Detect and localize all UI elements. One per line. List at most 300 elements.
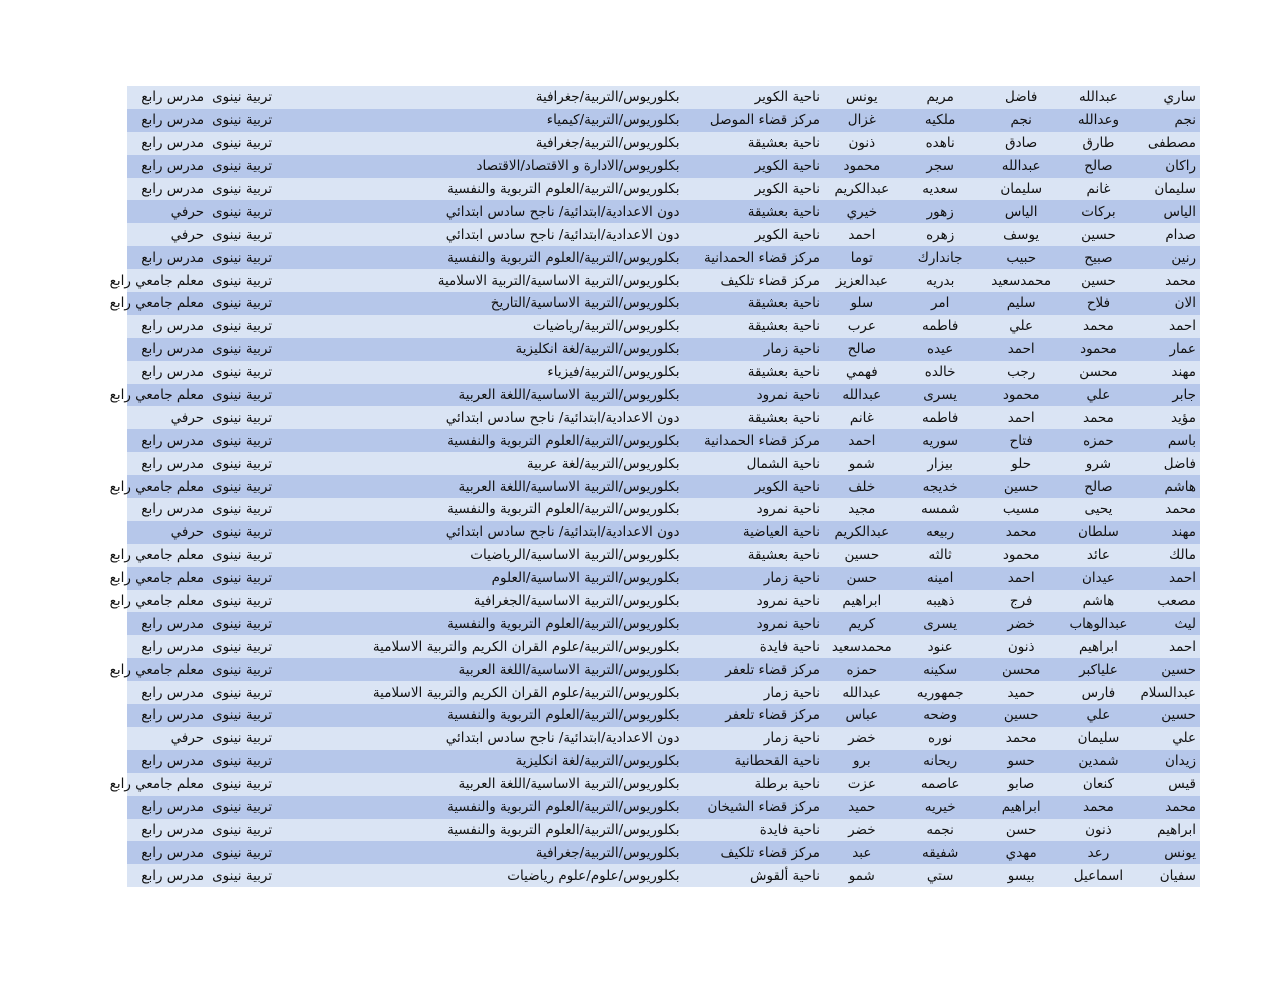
cell-first-name: مالك (1135, 544, 1200, 567)
cell-grandfather-name: نجم (981, 109, 1062, 132)
cell-grandfather-name: رجب (981, 361, 1062, 384)
cell-job-grade: حرفي (127, 406, 208, 429)
cell-location: مركز قضاء تلكيف (684, 841, 824, 864)
cell-first-name: باسم (1135, 429, 1200, 452)
table-row (127, 819, 1200, 842)
cell-mother-father-name: عزت (824, 773, 900, 796)
cell-father-name: صبيح (1062, 246, 1135, 269)
cell-directorate: تربية نينوى (208, 521, 300, 544)
cell-father-name: شمدين (1062, 750, 1135, 773)
cell-first-name: مهند (1135, 361, 1200, 384)
cell-father-name: يحيى (1062, 498, 1135, 521)
cell-father-name: عيدان (1062, 567, 1135, 590)
cell-first-name: سليمان (1135, 178, 1200, 201)
cell-qualification: بكلوريوس/التربية/العلوم التربوية والنفسية (300, 429, 684, 452)
cell-mother-name: ملكيه (900, 109, 981, 132)
cell-mother-father-name: خضر (824, 727, 900, 750)
cell-father-name: بركات (1062, 200, 1135, 223)
cell-mother-name: يسرى (900, 384, 981, 407)
cell-grandfather-name: فرج (981, 590, 1062, 613)
cell-father-name: فلاح (1062, 292, 1135, 315)
cell-grandfather-name: فاضل (981, 86, 1062, 109)
cell-mother-name: ربيعه (900, 521, 981, 544)
cell-directorate: تربية نينوى (208, 841, 300, 864)
table-row (127, 109, 1200, 132)
table-row (127, 155, 1200, 178)
cell-mother-name: عنود (900, 635, 981, 658)
cell-location: ناحية الكوير (684, 475, 824, 498)
cell-mother-father-name: يونس (824, 86, 900, 109)
cell-mother-father-name: عرب (824, 315, 900, 338)
cell-mother-father-name: مجيد (824, 498, 900, 521)
cell-qualification: بكلوريوس/التربية/علوم القران الكريم والتربية الاسلامية (300, 635, 684, 658)
table-row (127, 635, 1200, 658)
cell-father-name: سليمان (1062, 727, 1135, 750)
cell-directorate: تربية نينوى (208, 223, 300, 246)
cell-qualification: بكلوريوس/التربية الاساسية/التربية الاسلامية (300, 269, 684, 292)
cell-father-name: غانم (1062, 178, 1135, 201)
cell-grandfather-name: سليم (981, 292, 1062, 315)
table-row (127, 384, 1200, 407)
cell-mother-father-name: محمود (824, 155, 900, 178)
cell-qualification: بكلوريوس/التربية/فيزياء (300, 361, 684, 384)
cell-job-grade: مدرس رابع (127, 612, 208, 635)
cell-location: ناحية نمرود (684, 384, 824, 407)
cell-location: ناحية زمار (684, 338, 824, 361)
cell-qualification: بكلوريوس/التربية الاساسية/العلوم (300, 567, 684, 590)
cell-location: ناحية نمرود (684, 498, 824, 521)
cell-first-name: صدام (1135, 223, 1200, 246)
cell-location: ناحية فايدة (684, 635, 824, 658)
cell-mother-name: ذهيبه (900, 590, 981, 613)
cell-mother-name: يسرى (900, 612, 981, 635)
table-row (127, 338, 1200, 361)
cell-father-name: محمد (1062, 315, 1135, 338)
cell-directorate: تربية نينوى (208, 727, 300, 750)
cell-mother-name: امر (900, 292, 981, 315)
cell-first-name: محمد (1135, 498, 1200, 521)
cell-directorate: تربية نينوى (208, 155, 300, 178)
cell-grandfather-name: عبدالله (981, 155, 1062, 178)
cell-directorate: تربية نينوى (208, 658, 300, 681)
cell-mother-father-name: حمزه (824, 658, 900, 681)
cell-directorate: تربية نينوى (208, 132, 300, 155)
cell-first-name: محمد (1135, 796, 1200, 819)
cell-mother-father-name: عبدالكريم (824, 178, 900, 201)
table-body (109, 86, 1200, 887)
table-row (127, 269, 1200, 292)
cell-qualification: بكلوريوس/التربية/لغة انكليزية (300, 750, 684, 773)
cell-location: ناحية بعشيقة (684, 292, 824, 315)
cell-mother-father-name: شمو (824, 452, 900, 475)
table-row (127, 590, 1200, 613)
table-row (127, 246, 1200, 269)
cell-qualification: بكلوريوس/التربية/جغرافية (300, 132, 684, 155)
cell-qualification: بكلوريوس/التربية الاساسية/اللغة العربية (300, 475, 684, 498)
cell-job-grade: مدرس رابع (127, 704, 208, 727)
cell-directorate: تربية نينوى (208, 109, 300, 132)
cell-first-name: ليث (1135, 612, 1200, 635)
cell-grandfather-name: ابراهيم (981, 796, 1062, 819)
cell-father-name: حمزه (1062, 429, 1135, 452)
cell-job-grade: معلم جامعي رابع (127, 567, 208, 590)
cell-mother-name: ثالثه (900, 544, 981, 567)
cell-first-name: علي (1135, 727, 1200, 750)
cell-mother-father-name: حسين (824, 544, 900, 567)
table-row (127, 658, 1200, 681)
cell-qualification: بكلوريوس/التربية الاساسية/التاريخ (300, 292, 684, 315)
cell-job-grade: حرفي (127, 521, 208, 544)
cell-location: مركز قضاء تلكيف (684, 269, 824, 292)
table-row (127, 727, 1200, 750)
cell-mother-father-name: عبدالله (824, 681, 900, 704)
cell-job-grade: معلم جامعي رابع (127, 658, 208, 681)
cell-location: ناحية نمرود (684, 590, 824, 613)
cell-location: ناحية بعشيقة (684, 315, 824, 338)
table-row (127, 361, 1200, 384)
cell-directorate: تربية نينوى (208, 590, 300, 613)
table-row (127, 475, 1200, 498)
cell-first-name: سفيان (1135, 864, 1200, 887)
cell-father-name: علي (1062, 384, 1135, 407)
cell-job-grade: مدرس رابع (127, 315, 208, 338)
cell-mother-father-name: توما (824, 246, 900, 269)
cell-father-name: شرو (1062, 452, 1135, 475)
cell-father-name: محسن (1062, 361, 1135, 384)
cell-father-name: طارق (1062, 132, 1135, 155)
cell-first-name: محمد (1135, 269, 1200, 292)
cell-grandfather-name: فتاح (981, 429, 1062, 452)
cell-qualification: دون الاعدادية/ابتدائية/ ناجح سادس ابتدائي (300, 406, 684, 429)
cell-directorate: تربية نينوى (208, 200, 300, 223)
cell-mother-name: سكينه (900, 658, 981, 681)
cell-qualification: دون الاعدادية/ابتدائية/ ناجح سادس ابتدائي (300, 727, 684, 750)
table-row (127, 567, 1200, 590)
cell-father-name: كنعان (1062, 773, 1135, 796)
cell-qualification: بكلوريوس/التربية/العلوم التربوية والنفسية (300, 612, 684, 635)
table-row (127, 498, 1200, 521)
table-row (127, 132, 1200, 155)
cell-directorate: تربية نينوى (208, 86, 300, 109)
table-row (127, 796, 1200, 819)
cell-mother-father-name: محمدسعيد (824, 635, 900, 658)
cell-father-name: صالح (1062, 475, 1135, 498)
cell-mother-father-name: احمد (824, 429, 900, 452)
cell-job-grade: مدرس رابع (127, 452, 208, 475)
table-row (127, 750, 1200, 773)
cell-mother-father-name: عبدالله (824, 384, 900, 407)
cell-father-name: عبدالوهاب (1062, 612, 1135, 635)
cell-mother-father-name: عبدالعزيز (824, 269, 900, 292)
cell-qualification: دون الاعدادية/ابتدائية/ ناجح سادس ابتدائي (300, 521, 684, 544)
cell-job-grade: حرفي (127, 200, 208, 223)
cell-father-name: سلطان (1062, 521, 1135, 544)
cell-qualification: بكلوريوس/التربية/لغة انكليزية (300, 338, 684, 361)
cell-qualification: بكلوريوس/التربية/العلوم التربوية والنفسية (300, 498, 684, 521)
cell-directorate: تربية نينوى (208, 361, 300, 384)
cell-directorate: تربية نينوى (208, 498, 300, 521)
cell-father-name: محمود (1062, 338, 1135, 361)
cell-location: ناحية القحطانية (684, 750, 824, 773)
cell-qualification: بكلوريوس/التربية/جغرافية (300, 86, 684, 109)
cell-mother-name: ريحانه (900, 750, 981, 773)
cell-mother-father-name: حسن (824, 567, 900, 590)
cell-qualification: بكلوريوس/الادارة و الاقتصاد/الاقتصاد (300, 155, 684, 178)
cell-mother-father-name: غزال (824, 109, 900, 132)
cell-first-name: نجم (1135, 109, 1200, 132)
cell-job-grade: مدرس رابع (127, 750, 208, 773)
cell-directorate: تربية نينوى (208, 315, 300, 338)
cell-mother-name: خالده (900, 361, 981, 384)
cell-first-name: الياس (1135, 200, 1200, 223)
cell-qualification: بكلوريوس/التربية/علوم القران الكريم والتربية الاسلامية (300, 681, 684, 704)
cell-mother-father-name: برو (824, 750, 900, 773)
cell-first-name: زيدان (1135, 750, 1200, 773)
cell-mother-name: ناهده (900, 132, 981, 155)
cell-grandfather-name: حبيب (981, 246, 1062, 269)
table-row (127, 406, 1200, 429)
cell-mother-father-name: صالح (824, 338, 900, 361)
cell-father-name: رعد (1062, 841, 1135, 864)
cell-location: ناحية بعشيقة (684, 200, 824, 223)
cell-first-name: ابراهيم (1135, 819, 1200, 842)
cell-directorate: تربية نينوى (208, 635, 300, 658)
cell-mother-father-name: عباس (824, 704, 900, 727)
cell-location: ناحية ألقوش (684, 864, 824, 887)
cell-qualification: بكلوريوس/التربية/العلوم التربوية والنفسية (300, 796, 684, 819)
cell-mother-father-name: ذنون (824, 132, 900, 155)
cell-job-grade: مدرس رابع (127, 635, 208, 658)
cell-first-name: عبدالسلام (1135, 681, 1200, 704)
cell-mother-name: سعديه (900, 178, 981, 201)
table-row (127, 521, 1200, 544)
cell-qualification: بكلوريوس/التربية الاساسية/اللغة العربية (300, 384, 684, 407)
cell-job-grade: معلم جامعي رابع (127, 269, 208, 292)
cell-location: ناحية العياضية (684, 521, 824, 544)
cell-mother-name: زهور (900, 200, 981, 223)
cell-mother-father-name: سلو (824, 292, 900, 315)
table-row (127, 452, 1200, 475)
cell-mother-name: فاطمه (900, 315, 981, 338)
cell-directorate: تربية نينوى (208, 269, 300, 292)
table-row (127, 773, 1200, 796)
cell-grandfather-name: يوسف (981, 223, 1062, 246)
cell-qualification: بكلوريوس/التربية/العلوم التربوية والنفسية (300, 819, 684, 842)
cell-location: ناحية نمرود (684, 612, 824, 635)
cell-grandfather-name: حلو (981, 452, 1062, 475)
cell-mother-name: عاصمه (900, 773, 981, 796)
cell-mother-name: جمهوريه (900, 681, 981, 704)
cell-first-name: حسين (1135, 658, 1200, 681)
cell-mother-father-name: عبد (824, 841, 900, 864)
cell-job-grade: مدرس رابع (127, 246, 208, 269)
cell-mother-name: سوريه (900, 429, 981, 452)
cell-qualification: بكلوريوس/التربية/كيمياء (300, 109, 684, 132)
cell-directorate: تربية نينوى (208, 567, 300, 590)
cell-job-grade: مدرس رابع (127, 429, 208, 452)
cell-directorate: تربية نينوى (208, 452, 300, 475)
cell-mother-father-name: عبدالكريم (824, 521, 900, 544)
cell-grandfather-name: محمود (981, 384, 1062, 407)
cell-mother-name: فاطمه (900, 406, 981, 429)
cell-location: ناحية بعشيقة (684, 406, 824, 429)
cell-father-name: ذنون (1062, 819, 1135, 842)
table-row (127, 429, 1200, 452)
cell-job-grade: معلم جامعي رابع (127, 773, 208, 796)
cell-job-grade: مدرس رابع (127, 841, 208, 864)
cell-qualification: بكلوريوس/التربية الاساسية/الجغرافية (300, 590, 684, 613)
cell-mother-name: جاندارك (900, 246, 981, 269)
cell-grandfather-name: خضر (981, 612, 1062, 635)
table-row (127, 223, 1200, 246)
cell-location: ناحية زمار (684, 567, 824, 590)
cell-job-grade: مدرس رابع (127, 681, 208, 704)
cell-mother-name: بدريه (900, 269, 981, 292)
cell-mother-father-name: ابراهيم (824, 590, 900, 613)
cell-qualification: بكلوريوس/التربية/رياضيات (300, 315, 684, 338)
cell-directorate: تربية نينوى (208, 796, 300, 819)
cell-first-name: راكان (1135, 155, 1200, 178)
cell-father-name: عبدالله (1062, 86, 1135, 109)
cell-father-name: صالح (1062, 155, 1135, 178)
cell-job-grade: مدرس رابع (127, 109, 208, 132)
cell-directorate: تربية نينوى (208, 773, 300, 796)
cell-mother-name: نجمه (900, 819, 981, 842)
cell-grandfather-name: احمد (981, 338, 1062, 361)
cell-first-name: مصعب (1135, 590, 1200, 613)
cell-father-name: وعدالله (1062, 109, 1135, 132)
cell-directorate: تربية نينوى (208, 612, 300, 635)
cell-grandfather-name: سليمان (981, 178, 1062, 201)
cell-job-grade: معلم جامعي رابع (127, 384, 208, 407)
cell-grandfather-name: محمد (981, 521, 1062, 544)
cell-location: ناحية الكوير (684, 178, 824, 201)
cell-first-name: ساري (1135, 86, 1200, 109)
cell-qualification: بكلوريوس/التربية/العلوم التربوية والنفسية (300, 178, 684, 201)
cell-mother-father-name: احمد (824, 223, 900, 246)
cell-grandfather-name: مسيب (981, 498, 1062, 521)
cell-grandfather-name: الياس (981, 200, 1062, 223)
cell-mother-name: خيريه (900, 796, 981, 819)
cell-directorate: تربية نينوى (208, 429, 300, 452)
cell-location: مركز قضاء الشيخان (684, 796, 824, 819)
cell-job-grade: مدرس رابع (127, 155, 208, 178)
cell-location: ناحية برطلة (684, 773, 824, 796)
table-row (127, 292, 1200, 315)
cell-grandfather-name: بيسو (981, 864, 1062, 887)
cell-directorate: تربية نينوى (208, 681, 300, 704)
cell-qualification: دون الاعدادية/ابتدائية/ ناجح سادس ابتدائي (300, 200, 684, 223)
cell-mother-father-name: غانم (824, 406, 900, 429)
cell-mother-father-name: خضر (824, 819, 900, 842)
cell-mother-father-name: شمو (824, 864, 900, 887)
cell-mother-father-name: فهمي (824, 361, 900, 384)
cell-job-grade: مدرس رابع (127, 86, 208, 109)
table-row (127, 200, 1200, 223)
cell-mother-father-name: حميد (824, 796, 900, 819)
cell-first-name: حسين (1135, 704, 1200, 727)
table-row (127, 86, 1200, 109)
cell-directorate: تربية نينوى (208, 704, 300, 727)
cell-qualification: بكلوريوس/التربية الاساسية/اللغة العربية (300, 658, 684, 681)
table-row (127, 681, 1200, 704)
cell-directorate: تربية نينوى (208, 292, 300, 315)
cell-directorate: تربية نينوى (208, 246, 300, 269)
cell-location: ناحية بعشيقة (684, 132, 824, 155)
cell-location: ناحية زمار (684, 727, 824, 750)
cell-grandfather-name: محمد (981, 727, 1062, 750)
table-row (127, 544, 1200, 567)
cell-father-name: ابراهيم (1062, 635, 1135, 658)
cell-job-grade: معلم جامعي رابع (127, 544, 208, 567)
cell-mother-name: امينه (900, 567, 981, 590)
cell-job-grade: حرفي (127, 223, 208, 246)
table-row (127, 612, 1200, 635)
cell-grandfather-name: ذنون (981, 635, 1062, 658)
cell-mother-name: بيزار (900, 452, 981, 475)
cell-mother-name: وضحه (900, 704, 981, 727)
cell-directorate: تربية نينوى (208, 475, 300, 498)
cell-location: ناحية الكوير (684, 223, 824, 246)
cell-location: مركز قضاء الموصل (684, 109, 824, 132)
table-row (127, 864, 1200, 887)
cell-first-name: مؤيد (1135, 406, 1200, 429)
cell-location: مركز قضاء الحمدانية (684, 246, 824, 269)
cell-first-name: مصطفى (1135, 132, 1200, 155)
cell-location: ناحية الكوير (684, 155, 824, 178)
cell-job-grade: معلم جامعي رابع (127, 475, 208, 498)
cell-job-grade: مدرس رابع (127, 338, 208, 361)
cell-mother-father-name: كريم (824, 612, 900, 635)
cell-father-name: محمد (1062, 796, 1135, 819)
cell-directorate: تربية نينوى (208, 178, 300, 201)
cell-mother-name: شمسه (900, 498, 981, 521)
cell-job-grade: مدرس رابع (127, 132, 208, 155)
cell-father-name: حسين (1062, 269, 1135, 292)
cell-grandfather-name: حسن (981, 819, 1062, 842)
cell-mother-name: ستي (900, 864, 981, 887)
cell-directorate: تربية نينوى (208, 819, 300, 842)
cell-grandfather-name: حسين (981, 475, 1062, 498)
cell-location: ناحية بعشيقة (684, 544, 824, 567)
cell-job-grade: مدرس رابع (127, 178, 208, 201)
cell-father-name: علي (1062, 704, 1135, 727)
cell-qualification: بكلوريوس/التربية/لغة عربية (300, 452, 684, 475)
cell-mother-name: نوره (900, 727, 981, 750)
cell-first-name: هاشم (1135, 475, 1200, 498)
cell-location: ناحية الشمال (684, 452, 824, 475)
cell-mother-name: عيده (900, 338, 981, 361)
cell-mother-name: خديجه (900, 475, 981, 498)
cell-first-name: فاضل (1135, 452, 1200, 475)
cell-father-name: حسين (1062, 223, 1135, 246)
cell-location: ناحية فايدة (684, 819, 824, 842)
cell-location: ناحية زمار (684, 681, 824, 704)
cell-grandfather-name: احمد (981, 406, 1062, 429)
cell-job-grade: مدرس رابع (127, 864, 208, 887)
cell-qualification: بكلوريوس/التربية الاساسية/الرياضيات (300, 544, 684, 567)
cell-first-name: يونس (1135, 841, 1200, 864)
cell-grandfather-name: علي (981, 315, 1062, 338)
cell-job-grade: معلم جامعي رابع (127, 590, 208, 613)
cell-first-name: رنين (1135, 246, 1200, 269)
cell-grandfather-name: احمد (981, 567, 1062, 590)
cell-job-grade: معلم جامعي رابع (127, 292, 208, 315)
cell-mother-name: شفيقه (900, 841, 981, 864)
cell-qualification: بكلوريوس/التربية/العلوم التربوية والنفسية (300, 704, 684, 727)
cell-first-name: احمد (1135, 635, 1200, 658)
cell-directorate: تربية نينوى (208, 406, 300, 429)
